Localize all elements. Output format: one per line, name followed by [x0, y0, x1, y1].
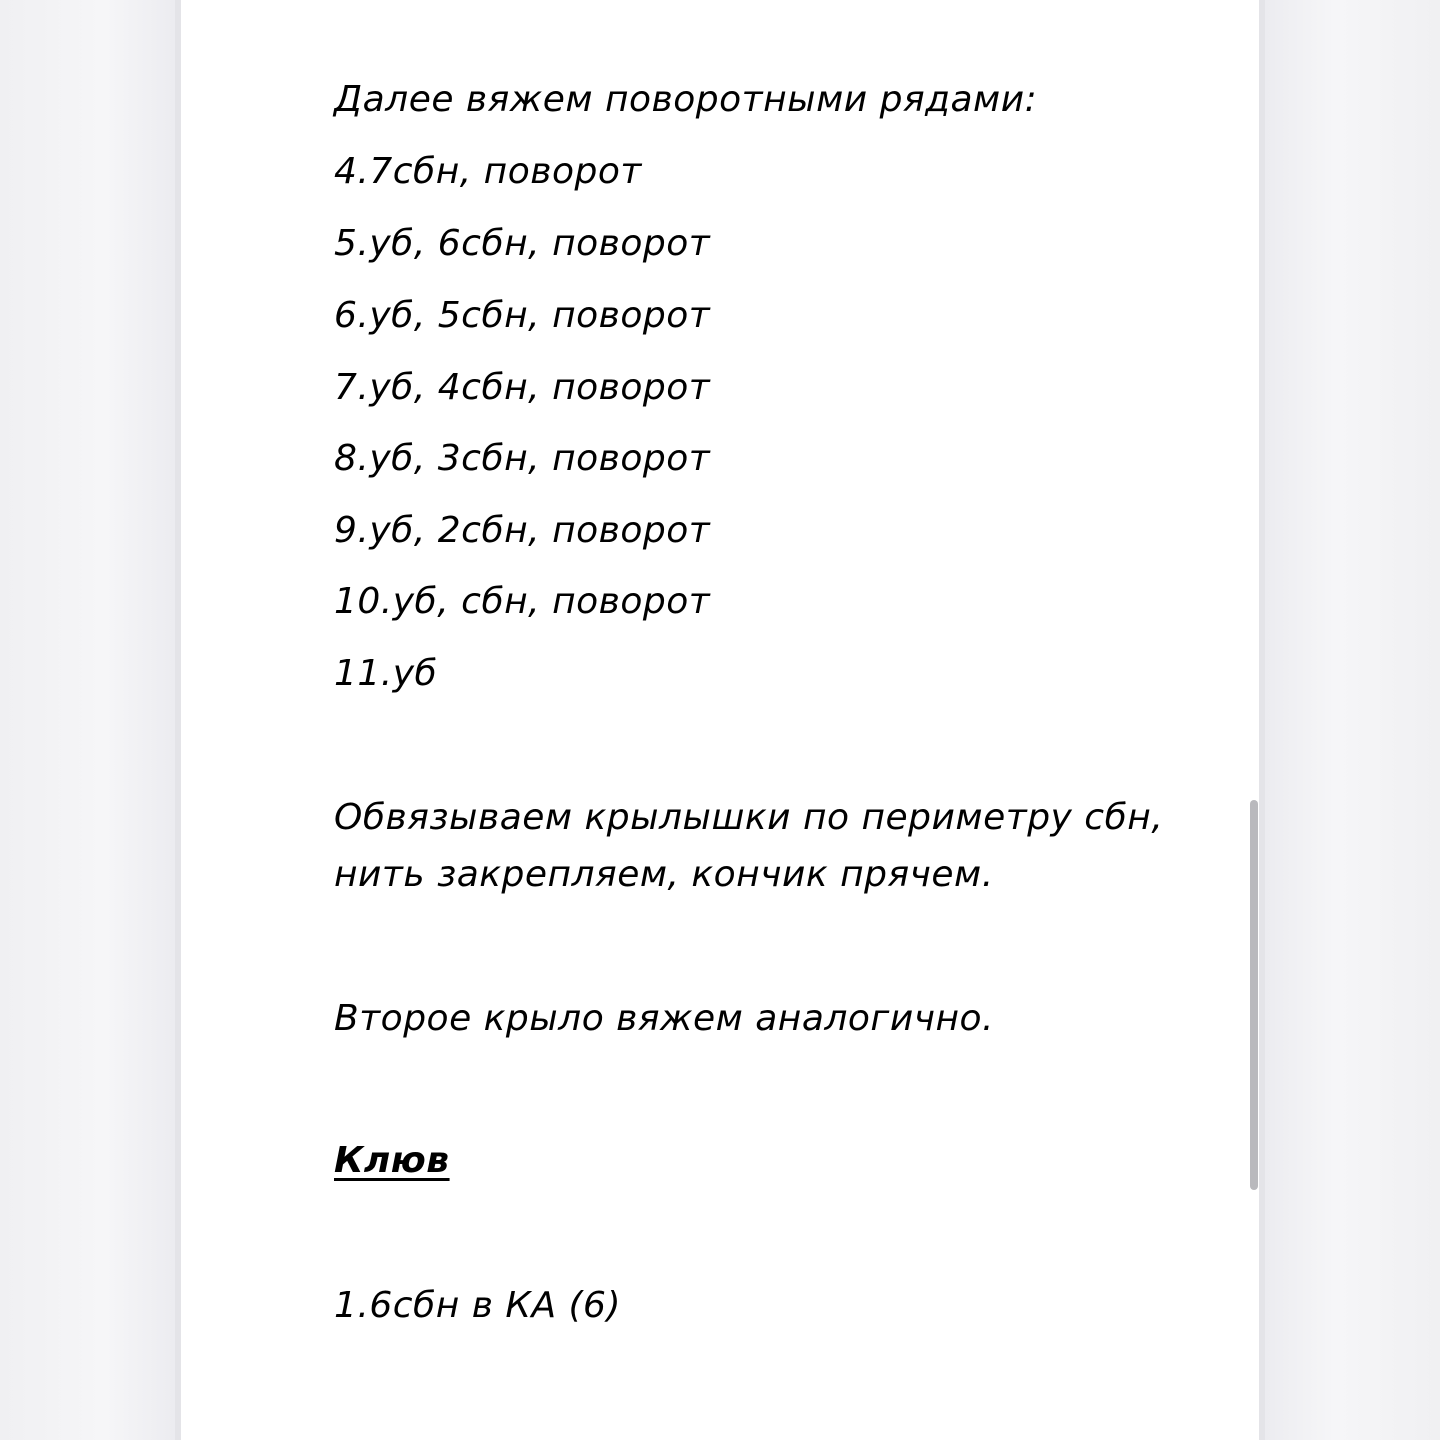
row-line: 4.7сбн, поворот	[334, 151, 642, 192]
row-line: 11.уб	[334, 653, 438, 694]
background-right	[1265, 0, 1440, 1440]
paragraph-text: Второе крыло вяжем аналогично.	[334, 998, 994, 1039]
paragraph-text: Обвязываем крылышки по периметру сбн,	[334, 797, 1164, 838]
row-line: 9.уб, 2сбн, поворот	[334, 510, 711, 551]
row-line: 7.уб, 4сбн, поворот	[334, 367, 711, 408]
row-line: 8.уб, 3сбн, поворот	[334, 438, 711, 479]
beak-row-line: 1.6сбн в КА (6)	[334, 1285, 622, 1326]
row-line: 5.уб, 6сбн, поворот	[334, 223, 711, 264]
paragraph-text: нить закрепляем, кончик прячем.	[334, 854, 994, 895]
row-line: 6.уб, 5сбн, поворот	[334, 295, 711, 336]
section-heading: Клюв	[334, 1140, 450, 1181]
background-left	[0, 0, 175, 1440]
row-line: 10.уб, сбн, поворот	[334, 581, 711, 622]
vertical-scrollbar-thumb[interactable]	[1250, 800, 1258, 1190]
page-edge-right	[1259, 0, 1265, 1440]
document-page[interactable]	[181, 0, 1259, 1440]
intro-text: Далее вяжем поворотными рядами:	[334, 79, 1038, 120]
